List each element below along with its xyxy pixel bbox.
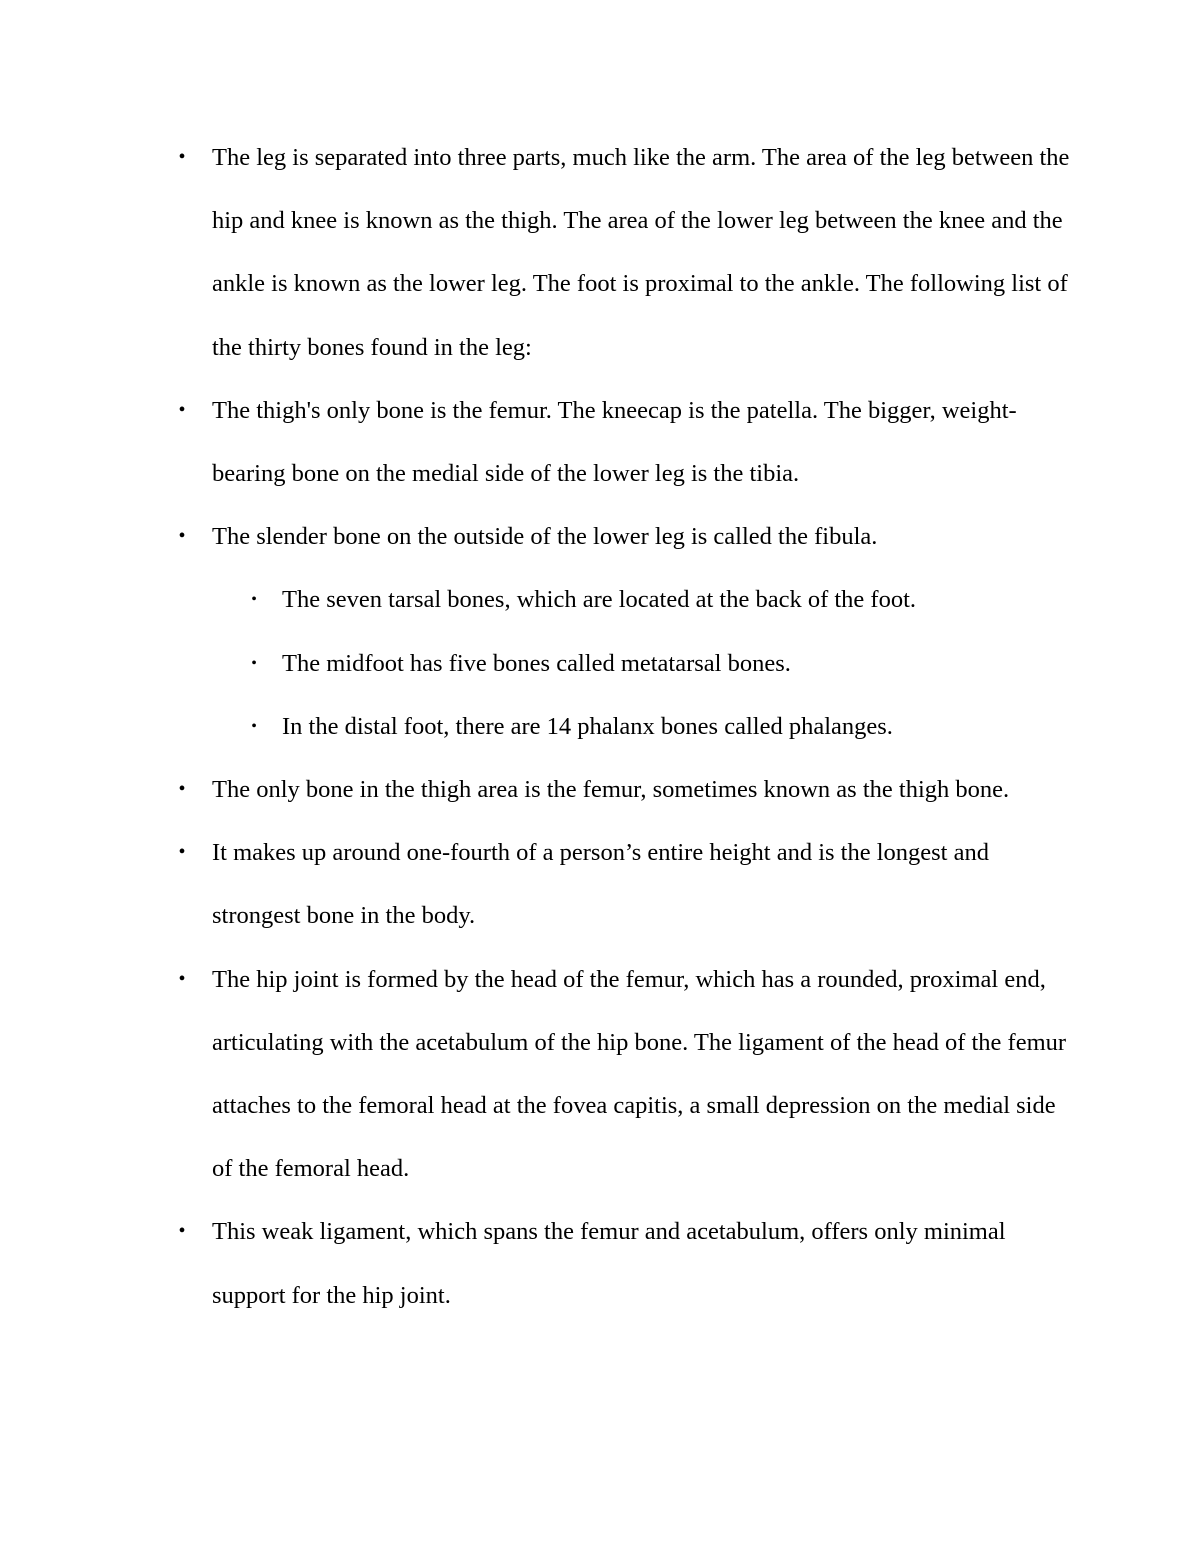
list-item-text: It makes up around one-fourth of a person’s entire height and is the longest and strongest bone in the body.	[212, 839, 989, 930]
list-item-text: The hip joint is formed by the head of the femur, which has a rounded, proximal end, articulating with the acetabulum of the hip bone. The ligament of the head of the femur attaches to the femoral head at the fovea capitis, a small depression on the medial side of the femoral head.	[212, 965, 1067, 1183]
bullet-list	[176, 126, 1076, 1327]
list-item	[176, 758, 1076, 821]
list-item	[176, 505, 1076, 568]
bullet-icon: •	[178, 841, 186, 864]
list-item-text: In the distal foot, there are 14 phalanx bones called phalanges.	[282, 712, 893, 740]
sub-list-item	[176, 695, 1076, 758]
bullet-icon: •	[178, 398, 186, 421]
list-item-text: The leg is separated into three parts, much like the arm. The area of the leg between the hip and knee is known as the thigh. The area of the lower leg between the knee and the ankle is known as the lower leg. The foot is proximal to the ankle. The following list of the thirty bones found in the leg:	[212, 144, 1070, 361]
list-item-text: This weak ligament, which spans the femur and acetabulum, offers only minimal support for the hip joint.	[212, 1218, 1006, 1309]
sub-list-item	[176, 632, 1076, 695]
bullet-icon: •	[251, 591, 257, 609]
list-item	[176, 379, 1076, 505]
list-item-text: The thigh's only bone is the femur. The kneecap is the patella. The bigger, weight-bearing bone on the medial side of the lower leg is the tibia.	[212, 396, 1017, 488]
list-item	[176, 1200, 1076, 1326]
list-item-text: The slender bone on the outside of the lower leg is called the fibula.	[212, 523, 878, 551]
bullet-icon: •	[178, 525, 186, 548]
bullet-icon: •	[251, 717, 257, 735]
bullet-icon: •	[178, 967, 186, 990]
bullet-icon: •	[178, 778, 186, 801]
list-item-text: The only bone in the thigh area is the femur, sometimes known as the thigh bone.	[212, 776, 1010, 804]
bullet-icon: •	[178, 146, 186, 168]
bullet-icon: •	[251, 654, 257, 672]
list-item	[176, 821, 1076, 947]
list-item	[176, 126, 1076, 379]
sub-list-item	[176, 568, 1076, 631]
list-item	[176, 948, 1076, 1201]
bullet-icon: •	[178, 1220, 186, 1243]
list-item-text: The seven tarsal bones, which are located at the back of the foot.	[282, 586, 917, 614]
list-item-text: The midfoot has five bones called metatarsal bones.	[282, 649, 791, 677]
